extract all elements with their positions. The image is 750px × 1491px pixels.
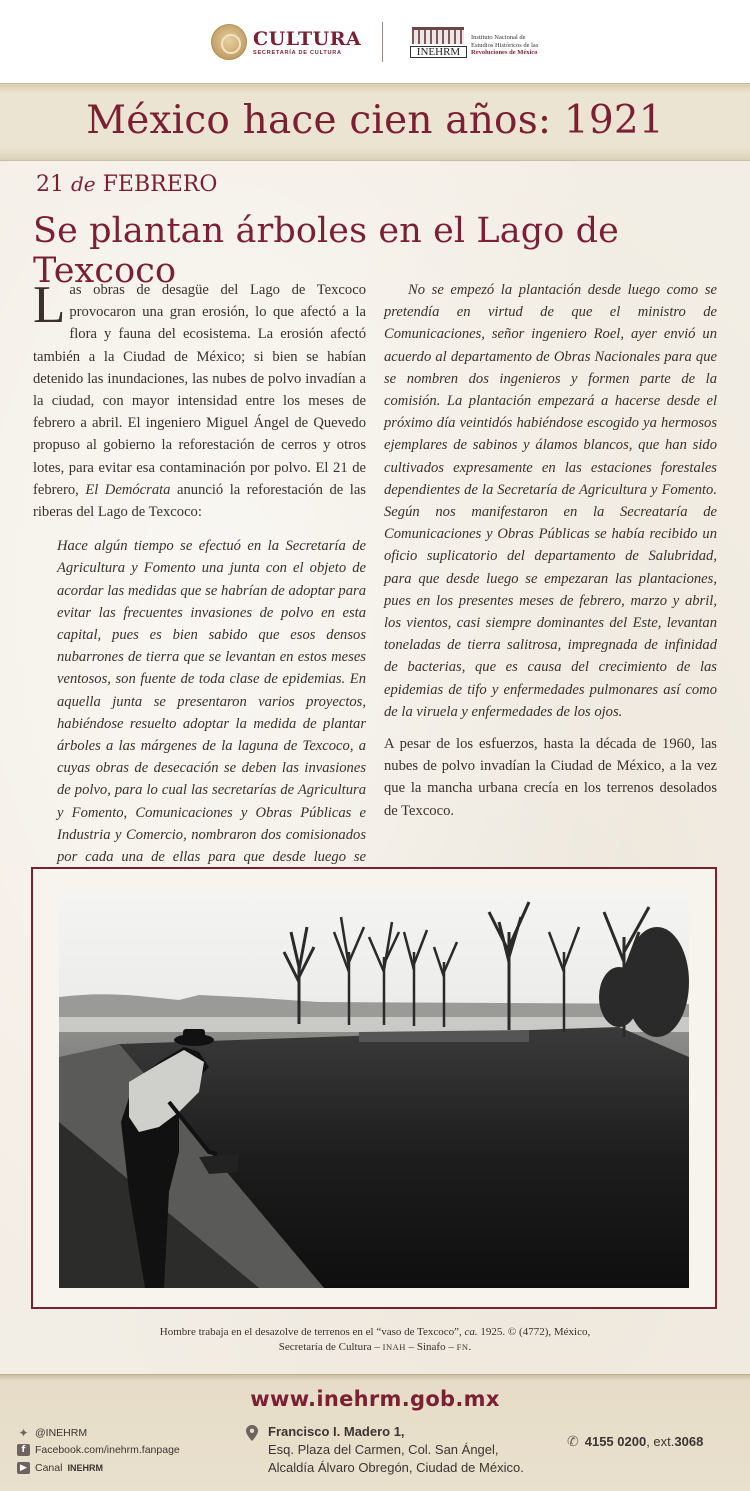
website-link[interactable]: www.inehrm.gob.mx: [250, 1387, 500, 1411]
address-block: [248, 1423, 524, 1477]
youtube-icon: ▶: [17, 1462, 30, 1474]
phone-icon: ✆: [567, 1433, 579, 1449]
historical-photo[interactable]: [59, 892, 689, 1288]
building-icon: [410, 25, 467, 59]
footer: [0, 1374, 750, 1491]
map-pin-icon: [246, 1425, 258, 1441]
coat-of-arms-icon: [211, 24, 247, 60]
cultura-wordmark: CULTURA: [253, 27, 362, 50]
phone-number: 4155 0200: [584, 1434, 647, 1449]
date-day: 21: [36, 172, 64, 197]
cultura-subtitle: SECRETARÍA DE CULTURA: [253, 49, 342, 56]
title-band: [0, 83, 750, 161]
photo-illustration: [59, 892, 689, 1288]
article-headline: Se plantan árboles en el Lago de Texcoco: [33, 211, 619, 291]
page-title: México hace cien años: 1921: [86, 98, 664, 143]
cultura-logo[interactable]: [211, 24, 361, 60]
phone-block[interactable]: ✆ 4155 0200 , ext. 3068: [567, 1433, 704, 1449]
inehrm-label: INEHRM: [410, 46, 467, 58]
twitter-link[interactable]: ✦ @INEHRM: [18, 1425, 88, 1440]
address-line-1: Francisco I. Madero 1,: [268, 1424, 405, 1439]
date-line: [36, 172, 217, 197]
social-links: [17, 1424, 180, 1477]
inehrm-logo[interactable]: [410, 25, 538, 59]
photo-caption: Hombre trabaja en el desazolve de terrenos en el “vaso de Texcoco”, ca. 1925. © (4772), México, Secretaría de Cultura – INAH – Sinafo – FN.: [159, 1326, 591, 1353]
facebook-icon: f: [17, 1444, 30, 1456]
inehrm-name: Instituto Nacional de Estudios Históricos de las Revoluciones de México: [471, 34, 539, 56]
right-column: [384, 279, 717, 822]
dropcap: L: [33, 276, 66, 334]
address-line-2: Esq. Plaza del Carmen, Col. San Ángel,: [268, 1442, 499, 1457]
address-line-3: Alcaldía Álvaro Obregón, Ciudad de México.: [268, 1460, 524, 1475]
quote-left: Hace algún tiempo se efectuó en la Secretaría de Agricultura y Fomento una junta con el objeto de acordar las medidas que se habrían de adoptar para evitar las frecuentes invasiones de polvo en esta capital, pues es bien sabido que esos densos nubarrones de tierra que se levantan en estos meses ventosos, son fuente de toda clase de epidemias. En aquella junta se presentaron varios proyectos, habiéndose resuelto adoptar la medida de plantar árboles a las márgenes de la laguna de Texcoco, a cuyas obras de desecación se deben las invasiones de polvo, para lo cual las secretarías de Agricultura y Fomento, Comunicaciones y Obras Públicas e Industria y Comercio, nombraron dos comisionados por cada una de ellas para que desde luego se: [57, 538, 366, 866]
phone-ext: 3068: [674, 1434, 704, 1449]
date-month: FEBRERO: [102, 172, 218, 197]
newspaper-name: El Demócrata: [85, 481, 171, 498]
quote-right: No se empezó la plantación desde luego como se pretendía en virtud de que el ministro de Comunicaciones, señor ingeniero Roel, ayer envió un acuerdo al departamento de Obras Nacionales para que se nombren dos ingenieros y formen parte de la comisión. La plantación empezará a hacerse desde el próximo día veintidós habiéndose escogido ya hermosos ejemplares de sabinos y álamos blancos, que han sido cultivados expresamente en las estaciones forestales dependientes de la Secretaría de Agricultura y Fomento. Según nos manifestaron en la Secreataría de Comunicaciones y Obras Públicas se había recibido un oficio suplicatorio del departamento de Salubridad, para que desde luego se empezaran las plantaciones, pues en los presentes meses de febrero, marzo y abril, los vientos, casi siempre dominantes del Este, levantan toneladas de tierra salitrosa, impregnada de infinidad de bacterias, que es causa del crecimiento de las epidemias de tifo y enfermedades pulmonares así como de la viruela y enfermedades de los ojos.: [384, 282, 717, 720]
closing-paragraph: A pesar de los esfuerzos, hasta la década de 1960, las nubes de polvo invadían la Ciudad de México, a la vez que la mancha urbana crecía en los terrenos desolados de Texcoco.: [384, 736, 717, 819]
header-divider: [382, 22, 383, 62]
left-column: [33, 276, 366, 890]
photo-frame: [31, 867, 717, 1309]
twitter-icon: ✦: [18, 1425, 29, 1440]
date-de: de: [71, 172, 96, 196]
intro-paragraph: Las obras de desagüe del Lago de Texcoco provocaron una gran erosión, lo que afectó a la flora y fauna del ecosistema. La erosión afectó también a la Ciudad de México; si bien se habían detenido las inundaciones, las nubes de polvo invadían a la ciudad, con mayor intensidad entre los meses de febrero a abril. El ingeniero Miguel Ángel de Quevedo propuso al gobierno la reforestación de cerros y otros lotes, para evitar esa contaminación por polvo. El 21 de febrero, El Demócrata anunció la reforestación de las riberas del Lago de Texcoco:: [33, 276, 366, 521]
top-header: [0, 0, 750, 83]
youtube-link[interactable]: ▶ Canal INEHRM: [17, 1459, 180, 1477]
facebook-link[interactable]: f Facebook.com/inehrm.fanpage: [17, 1442, 180, 1460]
